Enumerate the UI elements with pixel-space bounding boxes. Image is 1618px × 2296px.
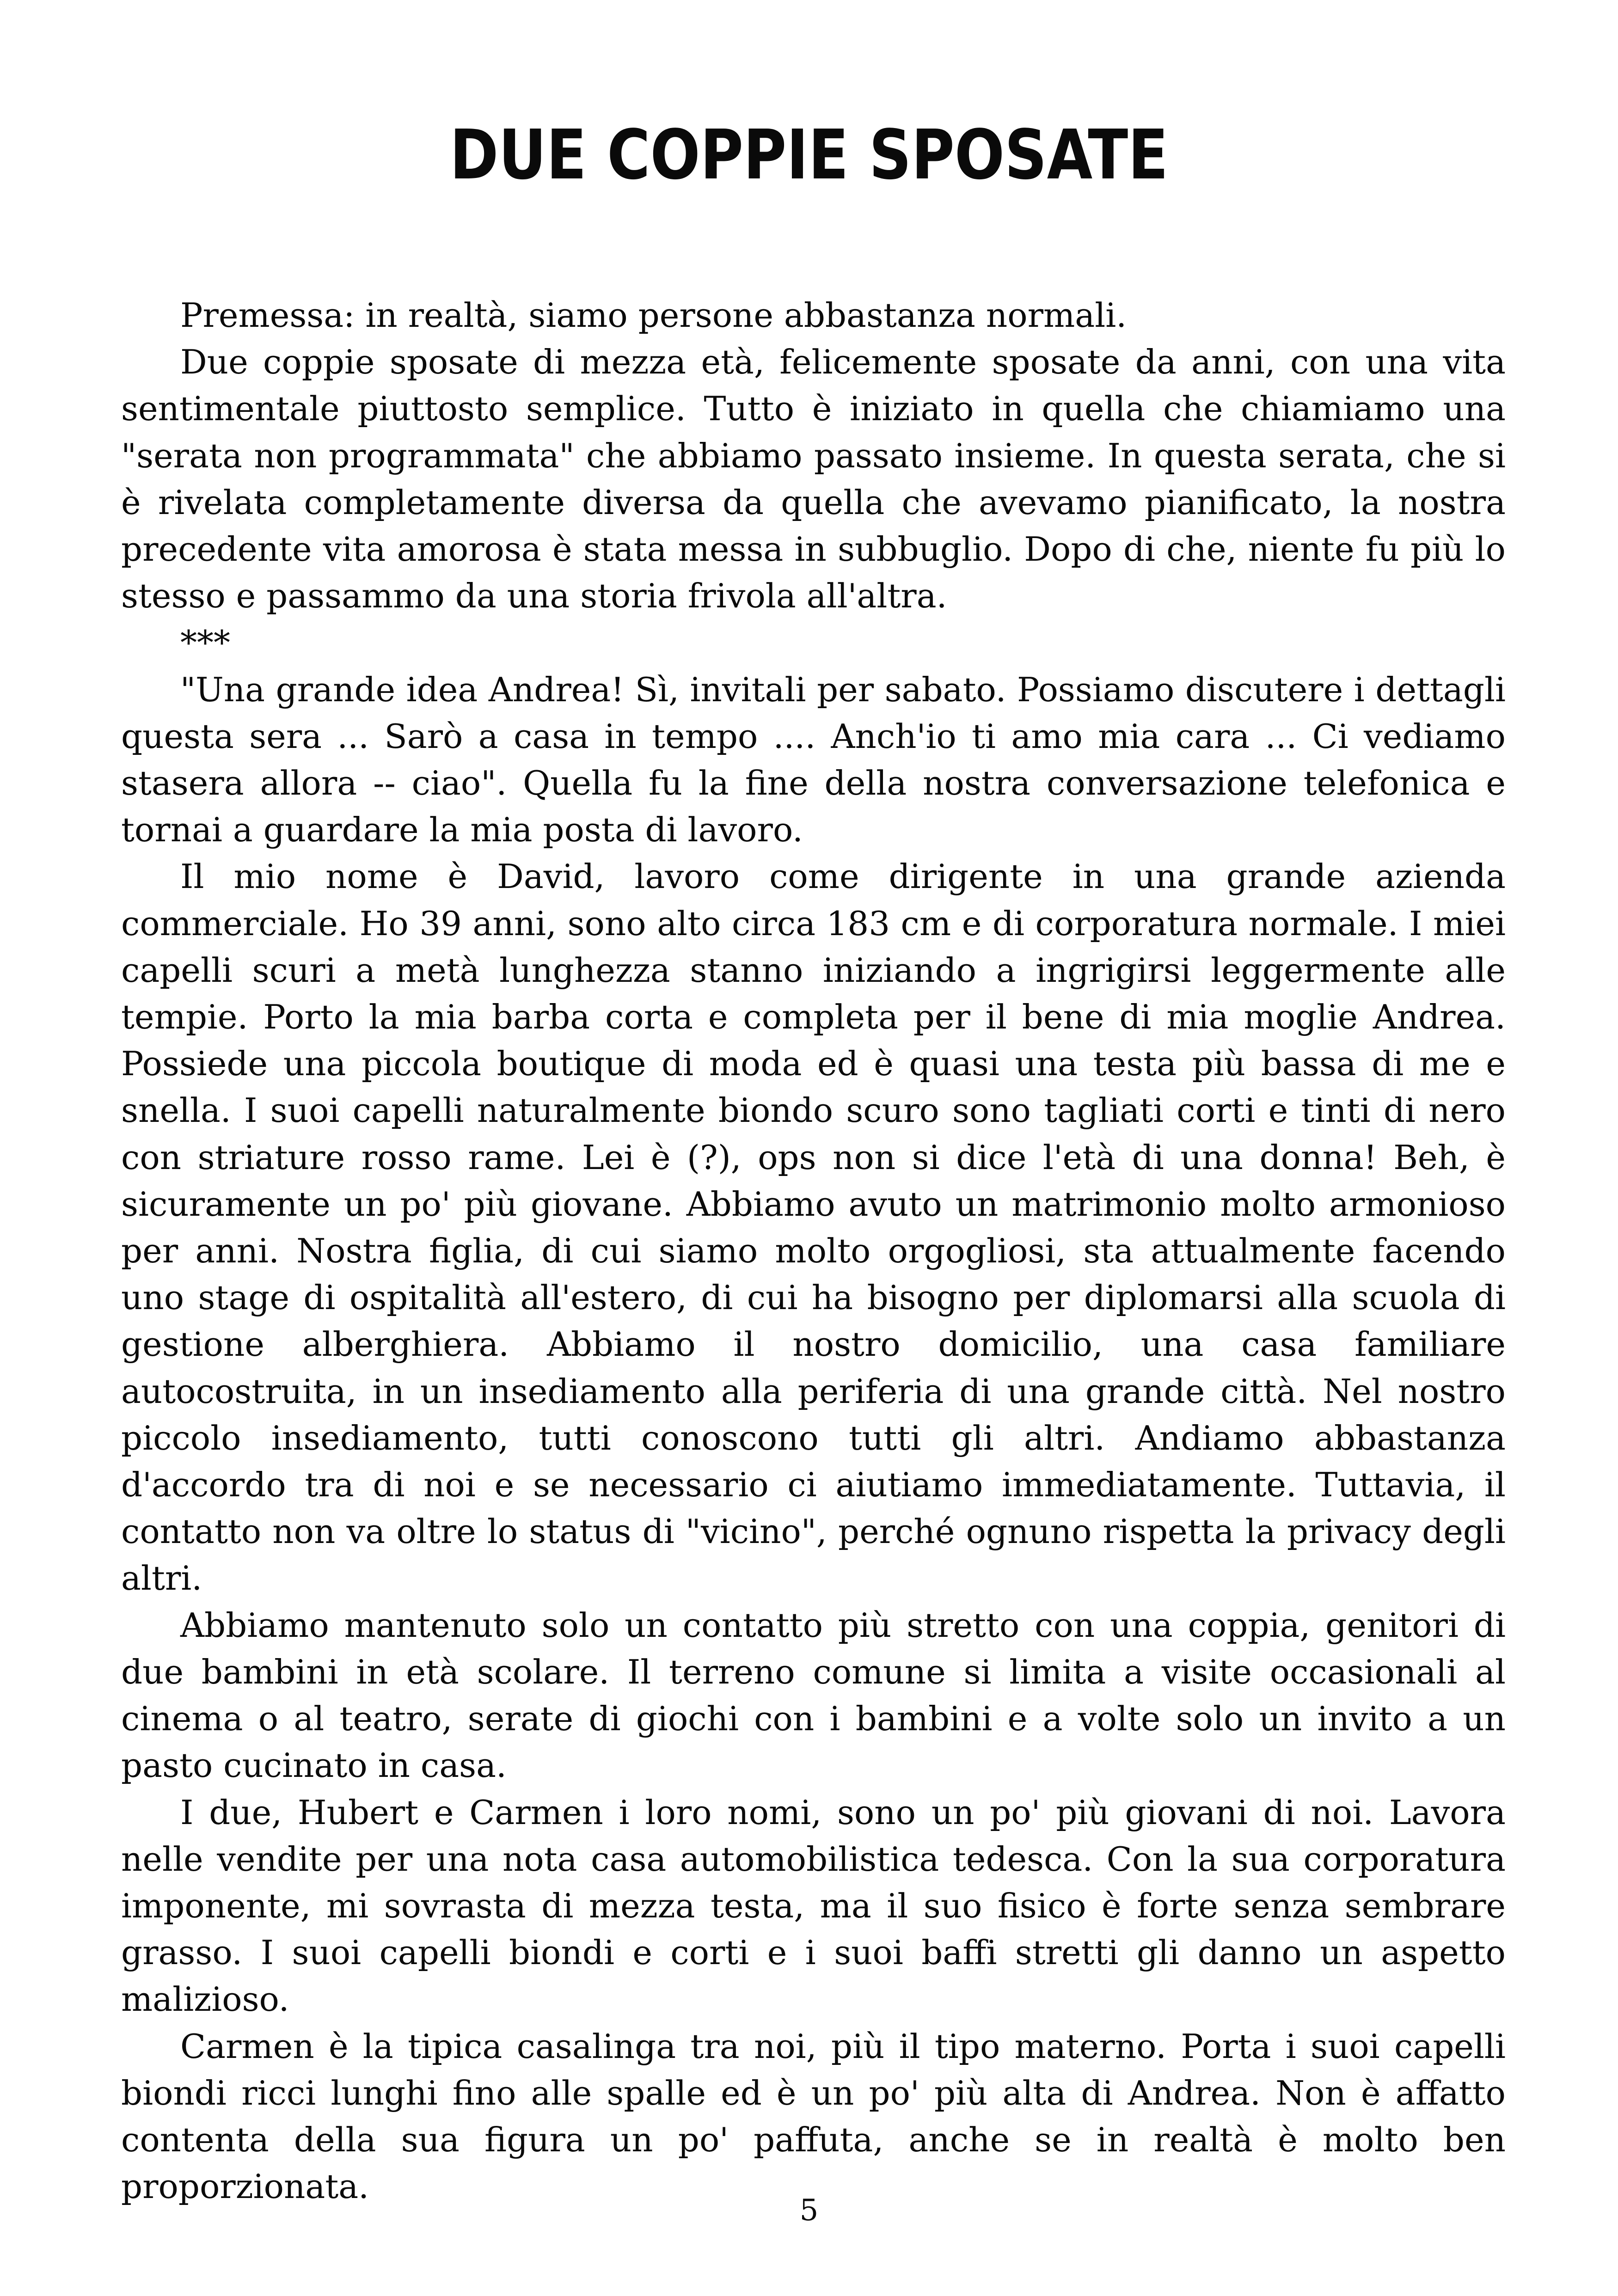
section-separator: ***: [180, 623, 230, 662]
paragraph-phone-call: "Una grande idea Andrea! Sì, invitali per sabato. Possiamo discutere i dettagli questa sera ... Sarò a casa in tempo .... Anch'io ti amo mia cara ... Ci vediamo stasera allora -- ciao". Quella fu la fine della nostra conversazione telefonica e tornai a guardare la mia posta di lavoro.: [121, 670, 1506, 850]
page-title: DUE COPPIE SPOSATE: [449, 115, 1169, 195]
paragraph-premise: Premessa: in realtà, siamo persone abbastanza normali.: [180, 296, 1127, 335]
paragraph-hubert: I due, Hubert e Carmen i loro nomi, sono un po' più giovani di noi. Lavora nelle vendite per una nota casa automobilistica tedesca. Con la sua corporatura imponente, mi sovrasta di mezza testa, ma il suo fisico è forte senza sembrare grasso. I suoi capelli biondi e corti e i suoi baffi stretti gli danno un aspetto malizioso.: [121, 1793, 1506, 2019]
paragraph-intro: Due coppie sposate di mezza età, felicemente sposate da anni, con una vita sentimentale piuttosto semplice. Tutto è iniziato in quella che chiamiamo una "serata non programmata" che abbiamo passato insieme. In questa serata, che si è rivelata completamente diversa da quella che avevamo pianificato, la nostra precedente vita amorosa è stata messa in subbuglio. Dopo di che, niente fu più lo stesso e passammo da una storia frivola all'altra.: [121, 343, 1506, 616]
paragraph-other-couple: Abbiamo mantenuto solo un contatto più stretto con una coppia, genitori di due bambini in età scolare. Il terreno comune si limita a visite occasionali al cinema o al teatro, serate di giochi con i bambini e a volte solo un invito a un pasto cucinato in casa.: [121, 1605, 1506, 1785]
page-number: 5: [799, 2193, 819, 2228]
body-text: [121, 292, 1506, 2210]
paragraph-carmen: Carmen è la tipica casalinga tra noi, più il tipo materno. Porta i suoi capelli biondi ricci lunghi fino alle spalle ed è un po' più alta di Andrea. Non è affatto contenta della sua figura un po' paffuta, anche se in realtà è molto ben proporzionata.: [121, 2027, 1506, 2206]
paragraph-david: Il mio nome è David, lavoro come dirigente in una grande azienda commerciale. Ho 39 anni, sono alto circa 183 cm e di corporatura normale. I miei capelli scuri a metà lunghezza stanno iniziando a ingrigirsi leggermente alle tempie. Porto la mia barba corta e completa per il bene di mia moglie Andrea. Possiede una piccola boutique di moda ed è quasi una testa più bassa di me e snella. I suoi capelli naturalmente biondo scuro sono tagliati corti e tinti di nero con striature rosso rame. Lei è (?), ops non si dice l'età di una donna! Beh, è sicuramente un po' più giovane. Abbiamo avuto un matrimonio molto armonioso per anni. Nostra figlia, di cui siamo molto orgogliosi, sta attualmente facendo uno stage di ospitalità all'estero, di cui ha bisogno per diplomarsi alla scuola di gestione alberghiera. Abbiamo il nostro domicilio, una casa familiare autocostruita, in un insediamento alla periferia di una grande città. Nel nostro piccolo insediamento, tutti conoscono tutti gli altri. Andiamo abbastanza d'accordo tra di noi e se necessario ci aiutiamo immediatamente. Tuttavia, il contatto non va oltre lo status di "vicino", perché ognuno rispetta la privacy degli altri.: [121, 857, 1506, 1598]
